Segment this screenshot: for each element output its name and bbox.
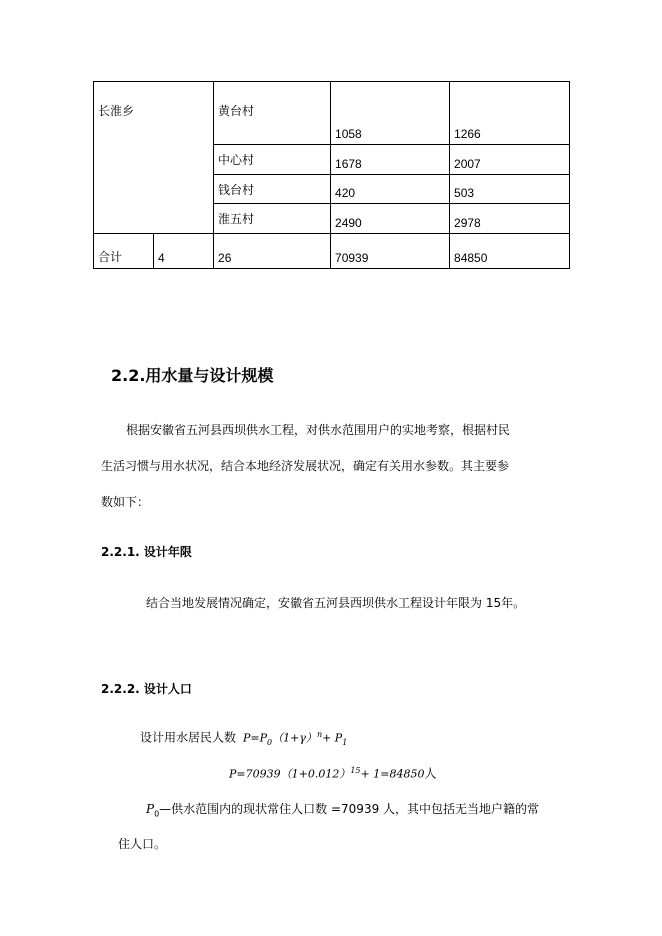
- value-cell: 2978: [450, 204, 570, 234]
- value-cell: 1678: [331, 144, 450, 174]
- population-table: [93, 81, 570, 269]
- value-cell: 503: [450, 174, 570, 204]
- subsection-heading-2: 2.2.2. 设计人口: [101, 682, 192, 696]
- section-heading: 2.2.用水量与设计规模: [111, 366, 274, 385]
- village-cell: 中心村: [214, 144, 331, 174]
- township-cell: 长淮乡: [94, 82, 214, 234]
- table-row: [94, 82, 570, 145]
- subsection-heading-1: 2.2.1. 设计年限: [101, 545, 192, 559]
- value-cell: 2490: [331, 204, 450, 234]
- total-label-cell: 合计: [94, 234, 154, 269]
- formula-calc: $P=70939(1+0.012)^{15}+ 1=84850$人: [229, 766, 437, 781]
- total-cell: 84850: [450, 234, 570, 269]
- formula-general: 设计用水居民人数 $P=P_0(1+\gamma)^n+ P_1$: [140, 730, 348, 747]
- village-cell: 黄台村: [214, 82, 331, 145]
- table-row-total: [94, 234, 570, 269]
- intro-line: 根据安徽省五河县西坝供水工程，对供水范围用户的实地考察，根据村民: [126, 423, 511, 437]
- intro-line: 数如下：: [101, 495, 150, 509]
- total-cell: 70939: [331, 234, 450, 269]
- total-cell: 4: [154, 234, 214, 269]
- village-cell: 淮五村: [214, 204, 331, 234]
- definition-line: 住人口。: [118, 837, 167, 851]
- intro-line: 生活习惯与用水状况，结合本地经济发展状况，确定有关用水参数。其主要参: [101, 459, 510, 473]
- value-cell: 2007: [450, 144, 570, 174]
- value-cell: 420: [331, 174, 450, 204]
- design-period-text: 结合当地发展情况确定，安徽省五河县西坝供水工程设计年限为 15年。: [146, 596, 526, 610]
- total-cell: 26: [214, 234, 331, 269]
- definition-line: $P_0—$供水范围内的现状常住人口数 =70939 人，其中包括无当地户籍的常: [146, 802, 540, 819]
- value-cell: 1266: [450, 82, 570, 145]
- village-cell: 钱台村: [214, 174, 331, 204]
- value-cell: 1058: [331, 82, 450, 145]
- formula-label: 设计用水居民人数: [140, 730, 237, 745]
